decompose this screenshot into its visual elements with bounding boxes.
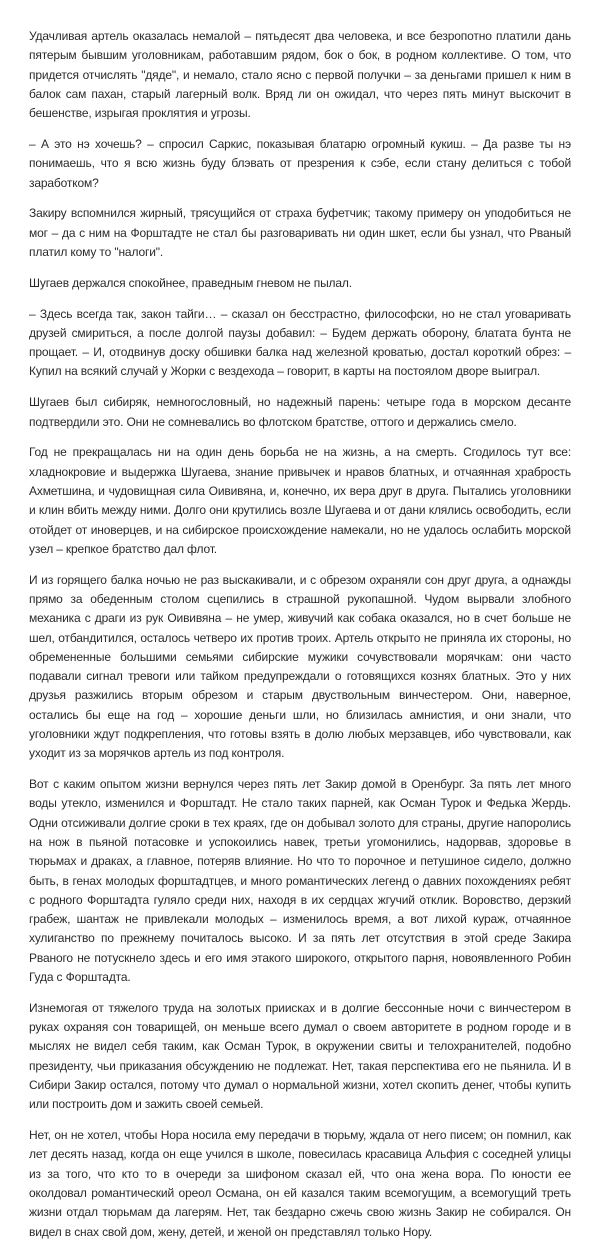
paragraph: Закиру вспомнился жирный, трясущийся от страха буфетчик; такому примеру он уподобиться не мог – да с ним на Форштадте не стал бы разговаривать ни один шкет, если бы узнал, что Рваный платил кому то "налоги". <box>29 206 571 259</box>
paragraph: Нет, он не хотел, чтобы Нора носила ему передачи в тюрьму, ждала от него писем; он помнил, как лет десять назад, когда он еще учился в школе, повесилась красавица Альфия с соседней улицы из за того, что кто то в очереди за шифоном сказал ей, что она жена вора. По юности ее околдовал романтический ореол Османа, он ей казался таким всемогущим, а всемогущий треть жизни отдал тюрьмам да лагерям. Нет, так бездарно сжечь свою жизнь Закир не собирался. Он видел в снах свой дом, жену, детей, и женой он представлял только Нору. <box>29 1128 571 1239</box>
paragraph: – Здесь всегда так, закон тайги… – сказал он бесстрастно, философски, но не стал уговаривать друзей смириться, а после долгой паузы добавил: – Будем держать оборону, блатата бунта не прощает. – И, отодвинув доску обшивки балка над железной кроватью, достал короткий обрез: – Купил на всякий случай у Жорки с вездехода – говорит, в карты на постоялом дворе выиграл. <box>29 306 571 379</box>
paragraph: Вот с каким опытом жизни вернулся через пять лет Закир домой в Оренбург. За пять лет много воды утекло, изменился и Форштадт. Не стало таких парней, как Осман Турок и Федька Жердь. Одни отсиживали долгие сроки в тех краях, где он добывал золото для страны, другие напоролись на нож в пьяной потасовке и успокоились навек, третьи угомонились, надорвав, здоровье в тюрьмах и драках, а главное, потеряв влияние. Но что то порочное и петушиное сидело, должно быть, в генах молодых форштадтцев, и много романтических легенд о давних похождениях ребят с родного Форштадта гуляло среди них, находя в их сердцах жгучий отклик. Воровство, дерзкий грабеж, шантаж не привлекали молодых – изменилось время, а вот лихой кураж, отчаянное хулиганство по прежнему почиталось высоко. И за пять лет отсутствия в этой среде Закира Рваного не потускнело здесь и его имя этакого широкого, открытого парня, новоявленного Робин Гуда с Форштадта. <box>29 777 571 985</box>
paragraph: – А это нэ хочешь? – спросил Саркис, показывая блатарю огромный кукиш. – Да разве ты нэ понимаешь, что я всю жизнь буду блэвать от презрения к сэбе, если стану делиться с тобой заработком? <box>29 136 571 190</box>
paragraph: Шугаев был сибиряк, немногословный, но надежный парень: четыре года в морском десанте подтвердили это. Они не сомневались во флотском братстве, оттого и держались смело. <box>29 395 571 429</box>
paragraph: Шугаев держался спокойнее, праведным гневом не пылал. <box>29 275 352 290</box>
paragraph: Удачливая артель оказалась немалой – пятьдесят два человека, и все безропотно платили дань пятерым бывшим уголовникам, работавшим рядом, бок о бок, в родном коллективе. О том, что придется отчислять "дяде", и немало, стало ясно с первой получки – за деньгами пришел к ним в балок сам пахан, старый лагерный волк. Вряд ли он ожидал, что через пять минут выскочит в бешенстве, изрыгая проклятия и угрозы. <box>29 29 571 121</box>
paragraph: Год не прекращалась ни на один день борьба не на жизнь, а на смерть. Сгодилось тут все: хладнокровие и выдержка Шугаева, знание привычек и нравов блатных, и отчаянная храбрость Ахметшина, и чудовищная сила Оививяна, и, конечно, их вера друг в друга. Пытались уголовники и клин вбить между ними. Долго они крутились возле Шугаева и от дани клялись освободить, если отойдет от иноверцев, и на сибирское происхождение намекали, но не удалось ослабить морской узел – крепкое братство дал флот. <box>29 445 571 556</box>
paragraph: И из горящего балка ночью не раз выскакивали, и с обрезом охраняли сон друг друга, а однажды прямо за обеденным столом сцепились в страшной рукопашной. Чудом вырвали злобного механика с драги из рук Оививяна – не умер, живучий как собака оказался, но в счет больше не шел, отбандитился, осталось четверо их против троих. Артель открыто не приняла их стороны, но обремененные большими семьями сибирские мужики сочувствовали морячкам: они часто подавали сигнал тревоги или тайком предупреждали о готовящихся кознях блатных. Это у них друзья разжились вторым обрезом и старым двуствольным винчестером. Они, наверное, остались бы еще на год – хорошие деньги шли, но близилась амнистия, и они знали, что уголовники ждут подкрепления, что готовы взять в долю любых мерзавцев, ибо чувствовали, как уходит из за морячков артель из под контроля. <box>29 572 571 761</box>
paragraph: Изнемогая от тяжелого труда на золотых приисках и в долгие бессонные ночи с винчестером в руках охраняя сон товарищей, он меньше всего думал о своем авторитете в родном городе и в мыслях не видел себя таким, как Осман Турок, в окружении свиты и телохранителей, подобно президенту, чьи приказания обсуждению не подлежат. Нет, такая перспектива его не пьянила. И в Сибири Закир остался, потому что думал о нормальной жизни, хотел скопить денег, чтобы купить или построить дом и зажить своей семьей. <box>29 1000 571 1112</box>
